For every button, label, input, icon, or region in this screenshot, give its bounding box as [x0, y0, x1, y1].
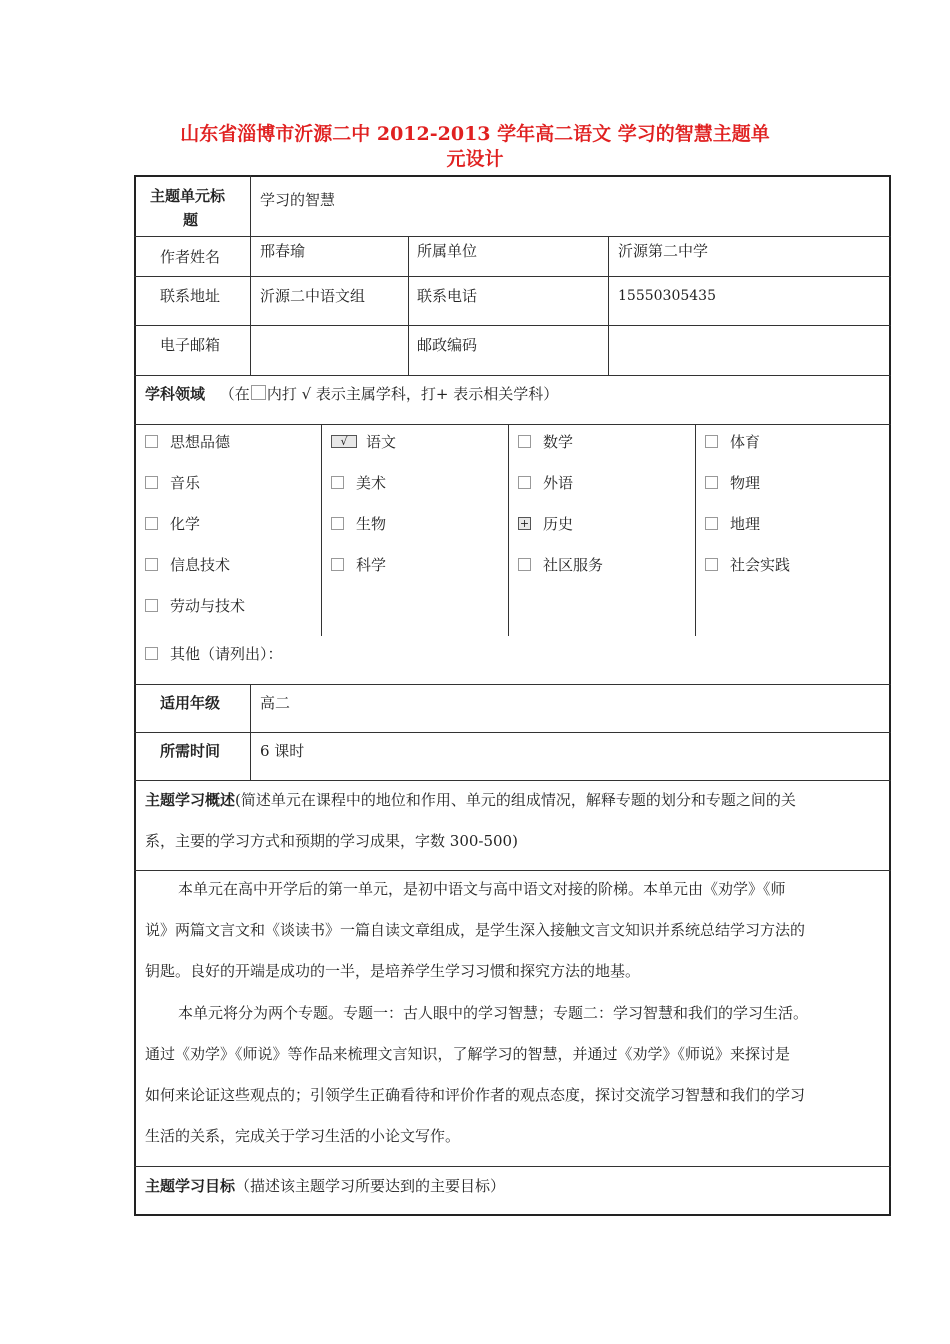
subject-label: 化学	[170, 515, 201, 533]
checkbox-labor[interactable]	[145, 599, 158, 612]
subject-label: 语文	[366, 433, 397, 451]
row-divider	[134, 1166, 891, 1167]
subject-label: 科学	[356, 556, 387, 574]
checkbox-math[interactable]	[518, 435, 531, 448]
column-divider	[250, 684, 251, 780]
overview-paragraph-line: 通过《劝学》《师说》等作品来梳理文言知识，了解学习的智慧，并通过《劝学》《师说》来探讨是	[145, 1045, 791, 1063]
subject-label: 劳动与技术	[170, 597, 246, 615]
checkbox-other[interactable]	[145, 647, 158, 660]
subject-label: 历史	[543, 515, 574, 533]
checkbox-physics[interactable]	[705, 476, 718, 489]
checkbox-chinese[interactable]: √	[331, 435, 357, 448]
overview-header	[145, 790, 796, 810]
title-line-2: 元设计	[446, 148, 504, 170]
checkbox-science[interactable]	[331, 558, 344, 571]
checkbox-social-practice[interactable]	[705, 558, 718, 571]
subject-label: 美术	[356, 474, 387, 492]
document-title	[90, 122, 860, 172]
row-divider	[134, 684, 891, 685]
subject-label: 数学	[543, 433, 574, 451]
address-label: 联系地址	[160, 287, 221, 305]
overview-header-title: 主题学习概述	[145, 791, 236, 809]
checkbox-pe[interactable]	[705, 435, 718, 448]
phone-value: 15550305435	[618, 288, 716, 304]
subject-label: 物理	[730, 474, 761, 492]
goal-header-title: 主题学习目标	[145, 1177, 236, 1195]
checkbox-history[interactable]: +	[519, 517, 530, 530]
column-divider	[695, 424, 696, 636]
subject-label: 信息技术	[170, 556, 231, 574]
subject-header-title: 学科领域	[145, 385, 206, 403]
author-value: 邢春瑜	[260, 242, 306, 260]
overview-paragraph-line: 如何来论证这些观点的；引领学生正确看待和评价作者的观点态度，探讨交流学习智慧和我们的学习	[145, 1086, 806, 1104]
checkbox-ideology[interactable]	[145, 435, 158, 448]
subject-label: 外语	[543, 474, 574, 492]
subject-label: 音乐	[170, 474, 201, 492]
checkbox-art[interactable]	[331, 476, 344, 489]
column-divider	[321, 424, 322, 636]
goal-header-note: （描述该主题学习所要达到的主要目标）	[235, 1177, 506, 1195]
time-value: 6 课时	[260, 742, 305, 760]
address-value: 沂源二中语文组	[260, 287, 366, 305]
postcode-label: 邮政编码	[417, 336, 478, 354]
column-divider	[508, 424, 509, 636]
unit-title-label-b: 题	[183, 211, 199, 229]
subject-label: 地理	[730, 515, 761, 533]
grade-value: 高二	[260, 694, 291, 712]
org-label: 所属单位	[417, 242, 478, 260]
checkbox-biology[interactable]	[331, 517, 344, 530]
row-divider	[134, 732, 891, 733]
grade-label: 适用年级	[160, 694, 221, 712]
subject-label: 生物	[356, 515, 387, 533]
row-divider	[134, 424, 891, 425]
row-divider	[134, 276, 891, 277]
author-label: 作者姓名	[160, 248, 221, 266]
row-divider	[134, 375, 891, 376]
checkbox-foreign-language[interactable]	[518, 476, 531, 489]
row-divider	[134, 870, 891, 871]
org-value: 沂源第二中学	[618, 242, 709, 260]
subject-label: 思想品德	[170, 433, 231, 451]
subject-header	[145, 384, 558, 404]
checkbox-chemistry[interactable]	[145, 517, 158, 530]
subject-header-note-b: 内打 √ 表示主属学科，打+ 表示相关学科）	[266, 385, 559, 403]
row-divider	[134, 780, 891, 781]
legend-checkbox-icon	[251, 385, 266, 400]
subject-label: 社区服务	[543, 556, 604, 574]
phone-label: 联系电话	[417, 287, 478, 305]
column-divider	[608, 236, 609, 375]
subject-label: 体育	[730, 433, 761, 451]
overview-paragraph-line: 钥匙。良好的开端是成功的一半，是培养学生学习习惯和探究方法的地基。	[145, 962, 641, 980]
checkbox-geography[interactable]	[705, 517, 718, 530]
time-label: 所需时间	[160, 742, 221, 760]
overview-paragraph-line: 本单元将分为两个专题。专题一：古人眼中的学习智慧；专题二：学习智慧和我们的学习生活。	[178, 1004, 809, 1022]
subject-label: 社会实践	[730, 556, 791, 574]
row-divider	[134, 325, 891, 326]
subject-header-note-a: （在	[219, 385, 250, 403]
unit-title-value: 学习的智慧	[260, 191, 336, 209]
goal-header	[145, 1176, 505, 1196]
checkbox-music[interactable]	[145, 476, 158, 489]
overview-paragraph-line: 生活的关系，完成关于学习生活的小论文写作。	[145, 1127, 461, 1145]
checkbox-it[interactable]	[145, 558, 158, 571]
overview-paragraph-line: 说》两篇文言文和《谈读书》一篇自读文章组成，是学生深入接触文言文知识并系统总结学习方法的	[145, 921, 806, 939]
overview-header-note: (简述单元在课程中的地位和作用、单元的组成情况，解释专题的划分和专题之间的关	[235, 791, 796, 809]
email-label: 电子邮箱	[160, 336, 221, 354]
overview-header-note-2: 系，主要的学习方式和预期的学习成果，字数 300-500)	[145, 832, 518, 850]
other-label: 其他（请列出）：	[170, 645, 283, 663]
row-divider	[134, 236, 891, 237]
overview-paragraph-line: 本单元在高中开学后的第一单元，是初中语文与高中语文对接的阶梯。本单元由《劝学》《师	[178, 880, 786, 898]
column-divider	[250, 175, 251, 375]
title-line-1: 山东省淄博市沂源二中 2012-2013 学年高二语文 学习的智慧主题单	[180, 123, 770, 145]
column-divider	[408, 236, 409, 375]
checkbox-community-service[interactable]	[518, 558, 531, 571]
unit-title-label-a: 主题单元标	[150, 187, 226, 205]
